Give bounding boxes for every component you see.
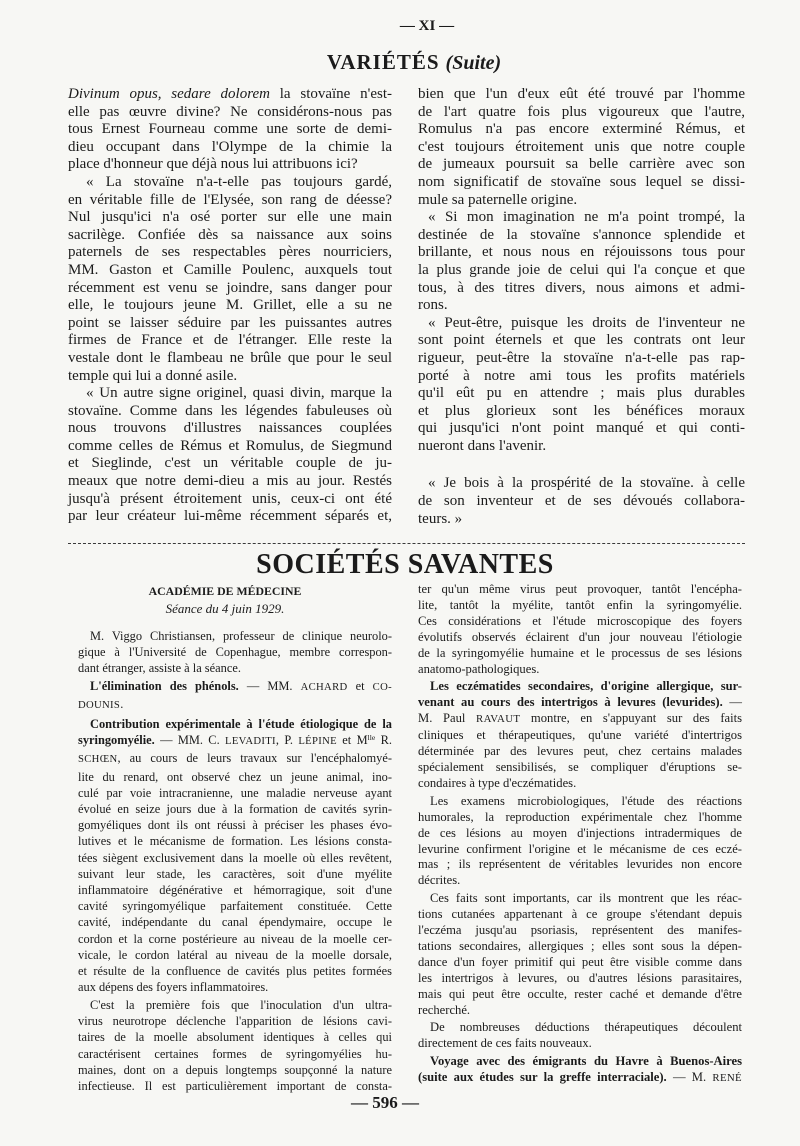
text-line: « La stovaïne n'a-t-elle pas toujours gardé, [86, 173, 392, 190]
session-date: Séance du 4 juin 1929. [165, 601, 285, 616]
varietes-title: VARIÉTÉS [326, 50, 440, 74]
text-line: stovaïne. Comme dans les légendes fabuleuses où [68, 402, 392, 419]
varietes-right-column [418, 86, 745, 528]
text-line: elle, le toujours jeune M. Grillet, elle a su ne [68, 297, 392, 314]
text-line: de jumeaux poursuit sa belle carrière avec son [418, 156, 745, 173]
text-line: vestale dont le flambeau ne brûle que pour le seul [68, 349, 392, 366]
text-line: de la syringomyélie humaine et le processus de ses lésions [418, 645, 742, 660]
superscript-text: lle [367, 733, 376, 743]
text-line: « Un autre signe originel, quasi divin, marque la [86, 385, 392, 402]
text-run: — MM. C. [154, 733, 226, 748]
text-line: nueront dans l'avenir. [418, 437, 547, 454]
text-line: point se laisser séduire par les puissantes autres [68, 314, 392, 331]
paragraph [418, 794, 742, 889]
text-line: rons. [418, 297, 448, 314]
text-line: sacrilège. Confiée dès sa naissance aux soins [68, 226, 392, 243]
text-line: Ces considérations et l'étude microscopique des foyers [418, 613, 742, 628]
text-line: anatomo-pathologiques. [418, 661, 540, 676]
text-line: paternels de ses respectables pères nourriciers, [68, 244, 392, 261]
text-line: les intertrigos à levures, ou d'autres lésions parasitaires, [418, 970, 742, 985]
small-caps-name: RENÉ [712, 1072, 742, 1085]
text-line [418, 679, 742, 695]
text-line: caractérisent certaines formes de syringomyélies hu- [78, 1046, 392, 1061]
text-line: la plus grande joie de celui qui l'a conçue et que [418, 261, 745, 278]
text-run: — M. [666, 1070, 713, 1085]
text-line: de ces lésions au moyen d'injections intradermiques de [418, 825, 742, 840]
text-line: de l'art quatre fois plus vigoureux que l'autre, [418, 103, 745, 120]
paragraph [418, 1054, 742, 1087]
text-line: tous, à des titres divers, nous aimons et admi- [418, 279, 745, 296]
text-line: virus neurotrope déclenche l'apparition de lésions cavi- [78, 1014, 392, 1029]
text-line: décrites. [418, 873, 461, 888]
varietes-suite-label: (Suite) [445, 52, 502, 74]
paragraph [418, 891, 742, 1018]
varietes-left-column [68, 86, 392, 526]
small-caps-name: RAVAUT [476, 713, 521, 726]
bold-heading-text: syringomyélie. [78, 733, 155, 748]
text-line: déterminée par des levures peut, chez certains malades [418, 744, 742, 759]
text-line [78, 696, 392, 714]
text-line [78, 732, 392, 750]
paragraph [418, 582, 742, 677]
text-line: bien que l'un d'eux eût été trouvé par l'homme [418, 86, 745, 102]
text-run: — MM. [238, 679, 301, 694]
paragraph [68, 174, 392, 385]
text-line: infectieuse. Il est particulièrement important de consta- [78, 1078, 392, 1093]
academy-heading: ACADÉMIE DE MÉDECINE [148, 584, 302, 598]
text-line: aux dépens des foyers inflammatoires. [78, 980, 269, 995]
text-line [68, 86, 392, 104]
text-line: qu'il eût pu en attendre ; mais plus durables [418, 385, 745, 402]
text-line: recherché. [418, 1002, 471, 1017]
text-line: mule sa paternelle origine. [418, 191, 578, 208]
text-line: porté à notre ami tous les profits matériels [418, 367, 745, 384]
section-title-varietes [199, 46, 629, 81]
text-line: lite, tantôt la myélite, tantôt enfin la syringomyélie. [418, 597, 742, 612]
text-line: suivant leur stade, les caractères, soit d'une myélite [78, 866, 392, 881]
bold-heading-text: Voyage avec des émigrants du Havre à Buenos-Aires [430, 1054, 742, 1069]
text-line: rigueur, peut-être la stovaïne n'a-t-elle pas rap- [418, 349, 745, 366]
text-line: en véritable fille de l'Elysée, son rang de déesse? [68, 191, 392, 208]
bold-heading-text: L'élimination des phénols. [90, 679, 239, 694]
paragraph [78, 716, 392, 995]
text-run: R. [375, 733, 392, 748]
small-caps-name: DOUNIS [78, 700, 121, 712]
text-line: jusqu'à présent étroitement unis, ceux-ci ont été [68, 490, 392, 507]
text-line: mais qui peut être occulte, rester caché et demande d'être [418, 986, 742, 1001]
text-line: par leur créateur lui-même récemment séparés et, [68, 508, 392, 525]
text-line: gique à l'Université de Copenhague, membre correspon- [78, 645, 392, 660]
text-line: lite du renard, ont observé chez un jeune animal, ino- [78, 769, 392, 784]
text-line: elle pas œuvre divine? Ne considérons-nous pas [68, 103, 392, 120]
text-line: destinée de la stovaïne s'annonce splendide et [418, 226, 745, 243]
text-line: tions cutanées appartenant à ce groupe s'étendant depuis [418, 907, 742, 922]
text-line: inflammatoire dégénérative et hémorragique, soit d'une [78, 883, 392, 898]
page-number: — 596 — [351, 1093, 419, 1112]
text-run: M. Paul [418, 711, 477, 726]
text-line: et Sieglinde, c'est un véritable couple de ju- [68, 455, 392, 472]
paragraph [78, 997, 392, 1094]
text-line: humorales, la reproduction expérimentale chez l'homme [418, 809, 742, 824]
small-caps-name: ACHARD [300, 682, 348, 694]
text-line: l'eczéma jusqu'au psoriasis, représentent des manifes- [418, 923, 742, 938]
text-line: nom significatif de stovaïne sous lequel se dissi- [418, 173, 745, 190]
text-run: et [347, 679, 373, 694]
text-line: De nombreuses déductions thérapeutiques découlent [430, 1020, 742, 1035]
text-line: « Peut-être, puisque les droits de l'inventeur ne [428, 314, 745, 331]
text-line [78, 750, 392, 768]
paragraph [418, 679, 742, 791]
small-caps-name: CO- [372, 682, 392, 694]
text-line: sont point éternels et que les contrats ont leur [418, 332, 745, 349]
text-run: montre, en s'appuyant sur des faits [520, 711, 742, 726]
text-line: Nul jusqu'ici n'a osé porter sur elle une main [68, 209, 392, 226]
text-run: , au cours de leurs travaux sur l'encéphalomyé- [117, 751, 392, 766]
text-line: directement de ces faits nouveaux. [418, 1036, 592, 1051]
paragraph [418, 1020, 742, 1052]
text-line [418, 1054, 742, 1070]
text-run: la stovaïne n'est- [269, 86, 392, 102]
text-line: gomyéliques dont ils ont réussi à préciser les phases évo- [78, 818, 392, 833]
paragraph [418, 475, 745, 528]
text-line: de son inventeur et de ses dévoués collabora- [418, 493, 745, 510]
text-line: MM. Gaston et Camille Poulenc, auxquels tout [68, 261, 392, 278]
text-line: et résulte de la confluence de cavités plus petites formées [78, 964, 392, 979]
text-line [418, 711, 742, 728]
text-line: temple qui lui a donné asile. [68, 367, 238, 384]
small-caps-name: SCHŒN [78, 754, 118, 766]
text-line: meaux que notre demi-dieu a mis au jour. Restés [68, 473, 392, 490]
paragraph [78, 678, 392, 714]
bold-heading-text: (suite aux études sur la greffe interraciale). [418, 1070, 667, 1085]
text-line: place d'honneur que déjà nous lui attribuons ici? [68, 156, 358, 173]
section-divider-rule [68, 543, 745, 544]
text-line: Les examens microbiologiques, l'étude des réactions [430, 793, 742, 808]
text-line: cavité, indépendante du canal épendymaire, occupe le [78, 915, 392, 930]
text-line: évolué en seize jours due à la formation de cavités syrin- [78, 802, 392, 817]
text-line: dance d'un foyer primitif qui peut être visible comme dans [418, 954, 742, 969]
text-line [78, 678, 392, 696]
text-line: cavité syringomyélique parfaitement constituée. Cette [78, 899, 392, 914]
text-run: . [120, 697, 124, 712]
paragraph [418, 315, 745, 456]
text-line: mas ; ils représentent de véritables levurides non encore [418, 857, 742, 872]
text-line: vicale, le cordon latéral au niveau de la moelle dorsale, [78, 947, 392, 962]
text-line: qui jusqu'ici n'ont point manqué et qui conti- [418, 420, 745, 437]
text-line: maines, dont on a depuis longtemps soupçonné la nature [78, 1062, 392, 1077]
text-line: « Si mon imagination ne m'a point trompé, la [428, 209, 745, 226]
text-line: teurs. » [418, 510, 463, 527]
text-line: Ces faits sont importants, car ils montrent que les réac- [430, 891, 742, 906]
paragraph [78, 628, 392, 677]
text-line: culé par voie intracranienne, une maladie nerveuse ayant [78, 785, 392, 800]
text-line: récemment est venu se joindre, sans danger pour [68, 279, 392, 296]
text-line: comme celles de Rémus et Romulus, de Siegmund [68, 437, 392, 454]
text-line: Romulus n'a pas encore exterminé Rémus, et [418, 121, 745, 138]
small-caps-name: LEVADITI [225, 736, 276, 748]
text-run: — [722, 695, 742, 710]
text-line: spécialement sensibilisés, se compliquer d'éruptions se- [418, 759, 742, 774]
text-line: dant étranger, assiste à la séance. [78, 661, 241, 676]
text-line [418, 1070, 742, 1087]
paragraph [68, 385, 392, 526]
section-title-societes: SOCIÉTÉS SAVANTES [256, 549, 554, 580]
text-line [78, 716, 392, 732]
paragraph [418, 209, 745, 315]
bold-heading-text: venant au cours des intertrigos à levures (levurides). [418, 695, 723, 710]
text-line: tées siègent exclusivement dans la moelle où elles revêtent, [78, 850, 392, 865]
text-line: cliniques et thérapeutiques, qu'une variété d'intertrigos [418, 728, 742, 743]
text-line: condaires à type d'eczématides. [418, 775, 577, 790]
text-line: c'est toujours étroitement unis que notre couple [418, 138, 745, 155]
text-run: , P. [275, 733, 299, 748]
bold-heading-text: Les eczématides secondaires, d'origine allergique, sur- [430, 679, 742, 694]
text-line: et plus glorieux sont les bénéfices moraux [418, 402, 745, 419]
paragraph [418, 86, 745, 209]
text-line: M. Viggo Christiansen, professeur de clinique neurolo- [90, 629, 392, 643]
text-line: levurine confirment l'origine et le mécanisme de ces eczé- [418, 841, 742, 856]
text-line: cordon et la corne postérieure au niveau de la moelle cer- [78, 931, 392, 946]
text-line: « Je bois à la prospérité de la stovaïne. à celle [428, 475, 745, 492]
text-line: brillante, et nous nous en réjouissons tous pour [418, 244, 745, 261]
text-line [418, 695, 742, 711]
societes-left-column [78, 628, 392, 1094]
small-caps-name: LÉPINE [298, 736, 337, 748]
text-run: et M [336, 733, 368, 748]
bold-heading-text: Contribution expérimentale à l'étude étiologique de la [90, 717, 392, 732]
text-line: évolutifs observés éclairent d'un jour nouveau l'étiologie [418, 629, 742, 644]
text-line: tations secondaires, allergiques ; elles sont sous la dépen- [418, 938, 742, 953]
societes-right-column [418, 582, 742, 1087]
page-header-marker: — XI — [399, 18, 455, 34]
italic-text: Divinum opus, sedare dolorem [68, 86, 270, 102]
text-line: taires de la moelle absolument identiques à celles qui [78, 1030, 392, 1045]
text-line: C'est la première fois que l'inoculation d'un ultra- [90, 997, 392, 1012]
text-line: dieu occupant dans l'Olympe de la chimie la [68, 138, 392, 155]
text-line: firmes de France et de l'étranger. Elle reste la [68, 332, 392, 349]
text-line: nous trouvons d'illustres naissances couplées [68, 420, 392, 437]
text-line: ter qu'un même virus peut provoquer, tantôt l'encépha- [418, 582, 742, 596]
text-line: tous Ernest Fourneau comme une sorte de demi- [68, 121, 392, 138]
text-line: lutives et le mécanisme de formation. Les lésions consta- [78, 834, 392, 849]
paragraph [68, 86, 392, 174]
